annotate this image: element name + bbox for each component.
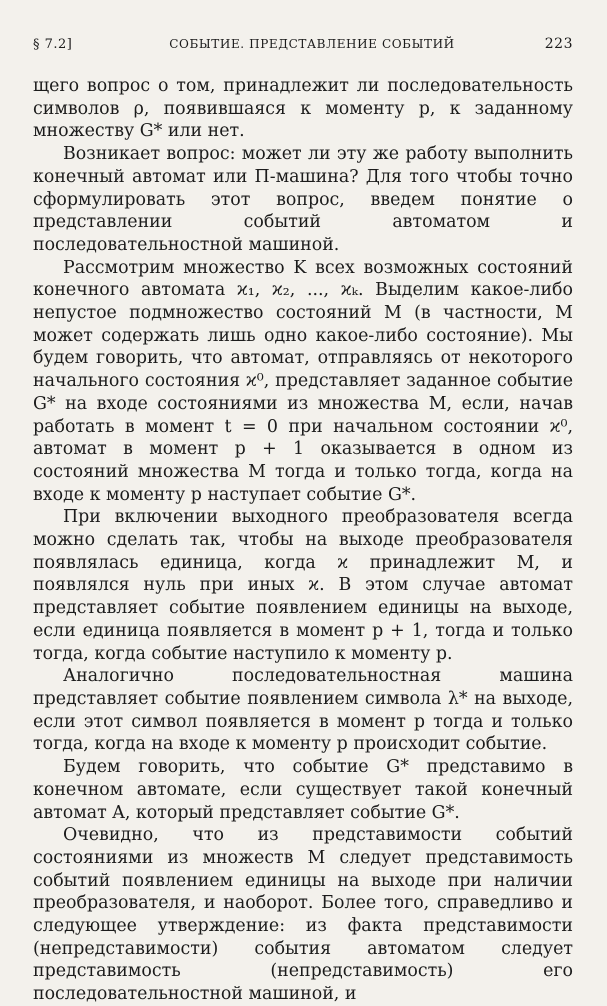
paragraph: При включении выходного преобразователя всегда можно сделать так, чтобы на выходе преобразователя появлялась единица, когда ϰ принадлежит M, и появлялся нуль при иных ϰ. В этом случае автомат представляет событие появлением единицы на выходе, если единица появляется в момент p + 1, тогда и только тогда, когда событие наступило к моменту p. <box>33 507 573 664</box>
paragraph: Аналогично последовательностная машина представляет событие появлением символа λ* на выходе, если этот символ появляется в момент p тогда и только тогда, когда на входе к моменту p происходит событие. <box>33 666 573 755</box>
running-title: СОБЫТИЕ. ПРЕДСТАВЛЕНИЕ СОБЫТИЙ <box>169 37 455 51</box>
paragraph: Очевидно, что из представимости событий состояниями из множеств M следует представимость событий появлением единицы на выходе при наличии преобразователя, и наоборот. Более того, справедливо и следующее утверждение: из факта представимости (непредставимости) события автоматом следует представимость (непредставимость) его последовательностной машиной, и <box>33 825 573 1005</box>
paragraph: Рассмотрим множество K всех возможных состояний конечного автомата ϰ₁, ϰ₂, ..., ϰₖ. Выделим какое-либо непустое подмножество состояний M (в частности, M может содержать лишь одно какое-либо состояние). Мы будем говорить, что автомат, отправляясь от некоторого начального состояния ϰ⁰, представляет заданное событие G* на входе состояниями из множества M, если, начав работать в момент t = 0 при начальном состоянии ϰ⁰, автомат в момент p + 1 оказывается в одном из состояний множества M тогда и только тогда, когда на входе к моменту p наступает событие G*. <box>33 257 573 505</box>
book-page <box>33 36 573 1006</box>
paragraph-continuation: щего вопрос о том, принадлежит ли последовательность символов ρ, появившаяся к моменту p, к заданному множеству G* или нет. <box>33 76 573 142</box>
running-header <box>33 36 573 60</box>
paragraph: Возникает вопрос: может ли эту же работу выполнить конечный автомат или П-машина? Для того чтобы точно сформулировать этот вопрос, введем понятие о представлении событий автоматом и последовательностной машиной. <box>33 144 573 255</box>
page-number: 223 <box>544 36 573 52</box>
section-number: § 7.2] <box>33 37 73 52</box>
page-body <box>33 75 573 1006</box>
paragraph: Будем говорить, что событие G* представимо в конечном автомате, если существует такой конечный автомат A, который представляет событие G*. <box>33 757 573 823</box>
